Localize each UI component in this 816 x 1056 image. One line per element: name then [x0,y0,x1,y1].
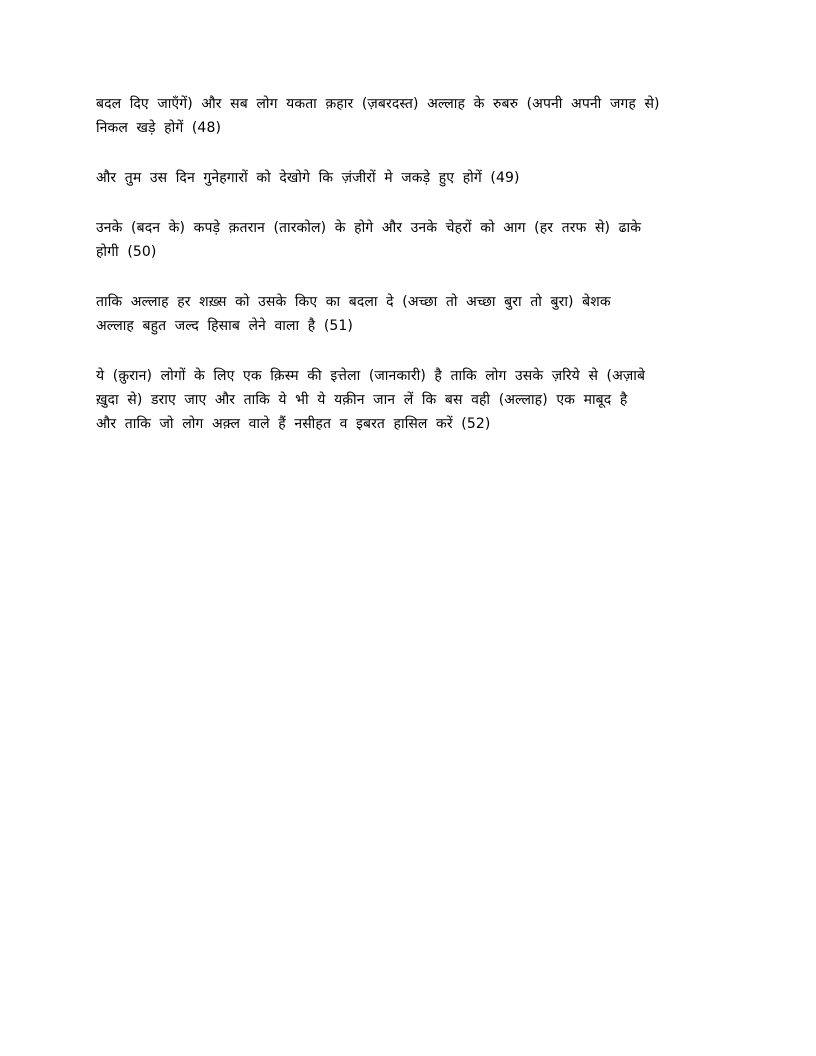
document-body [96,92,720,462]
verse-52 [96,364,720,436]
verse-line: ये (क़ुरान) लोगों के लिए एक क़िस्म की इत्तेला (जानकारी) है ताकि लोग उसके ज़रिये से (अज़ाबे [96,368,646,384]
verse-line: बदल दिए जाएँगें) और सब लोग यकता क़हार (ज़बरदस्त) अल्लाह के रुबरु (अपनी अपनी जगह से) [96,96,660,112]
verse-line: और ताकि जो लोग अक़्ल वाले हैं नसीहत व इबरत हासिल करें (52) [96,416,491,432]
verse-line: ताकि अल्लाह हर शख़्स को उसके किए का बदला दे (अच्छा तो अच्छा बुरा तो बुरा) बेशक [96,294,611,310]
verse-line: अल्लाह बहुत जल्द हिसाब लेने वाला है (51) [96,318,353,334]
verse-51 [96,290,720,338]
verse-50 [96,216,720,264]
verse-line: और तुम उस दिन गुनेहगारों को देखोगे कि ज़ंजीरों मे जकड़े हुए होगें (49) [96,170,520,186]
verse-line: ख़ुदा से) डराए जाए और ताकि ये भी ये यक़ीन जान लें कि बस वही (अल्लाह) एक माबूद है [96,392,628,408]
verse-line: निकल खड़े होगें (48) [96,120,222,136]
verse-48 [96,92,720,140]
verse-49 [96,166,720,190]
verse-line: उनके (बदन के) कपड़े क़तरान (तारकोल) के होगे और उनके चेहरों को आग (हर तरफ से) ढाके [96,220,642,236]
verse-line: होगी (50) [96,244,157,260]
